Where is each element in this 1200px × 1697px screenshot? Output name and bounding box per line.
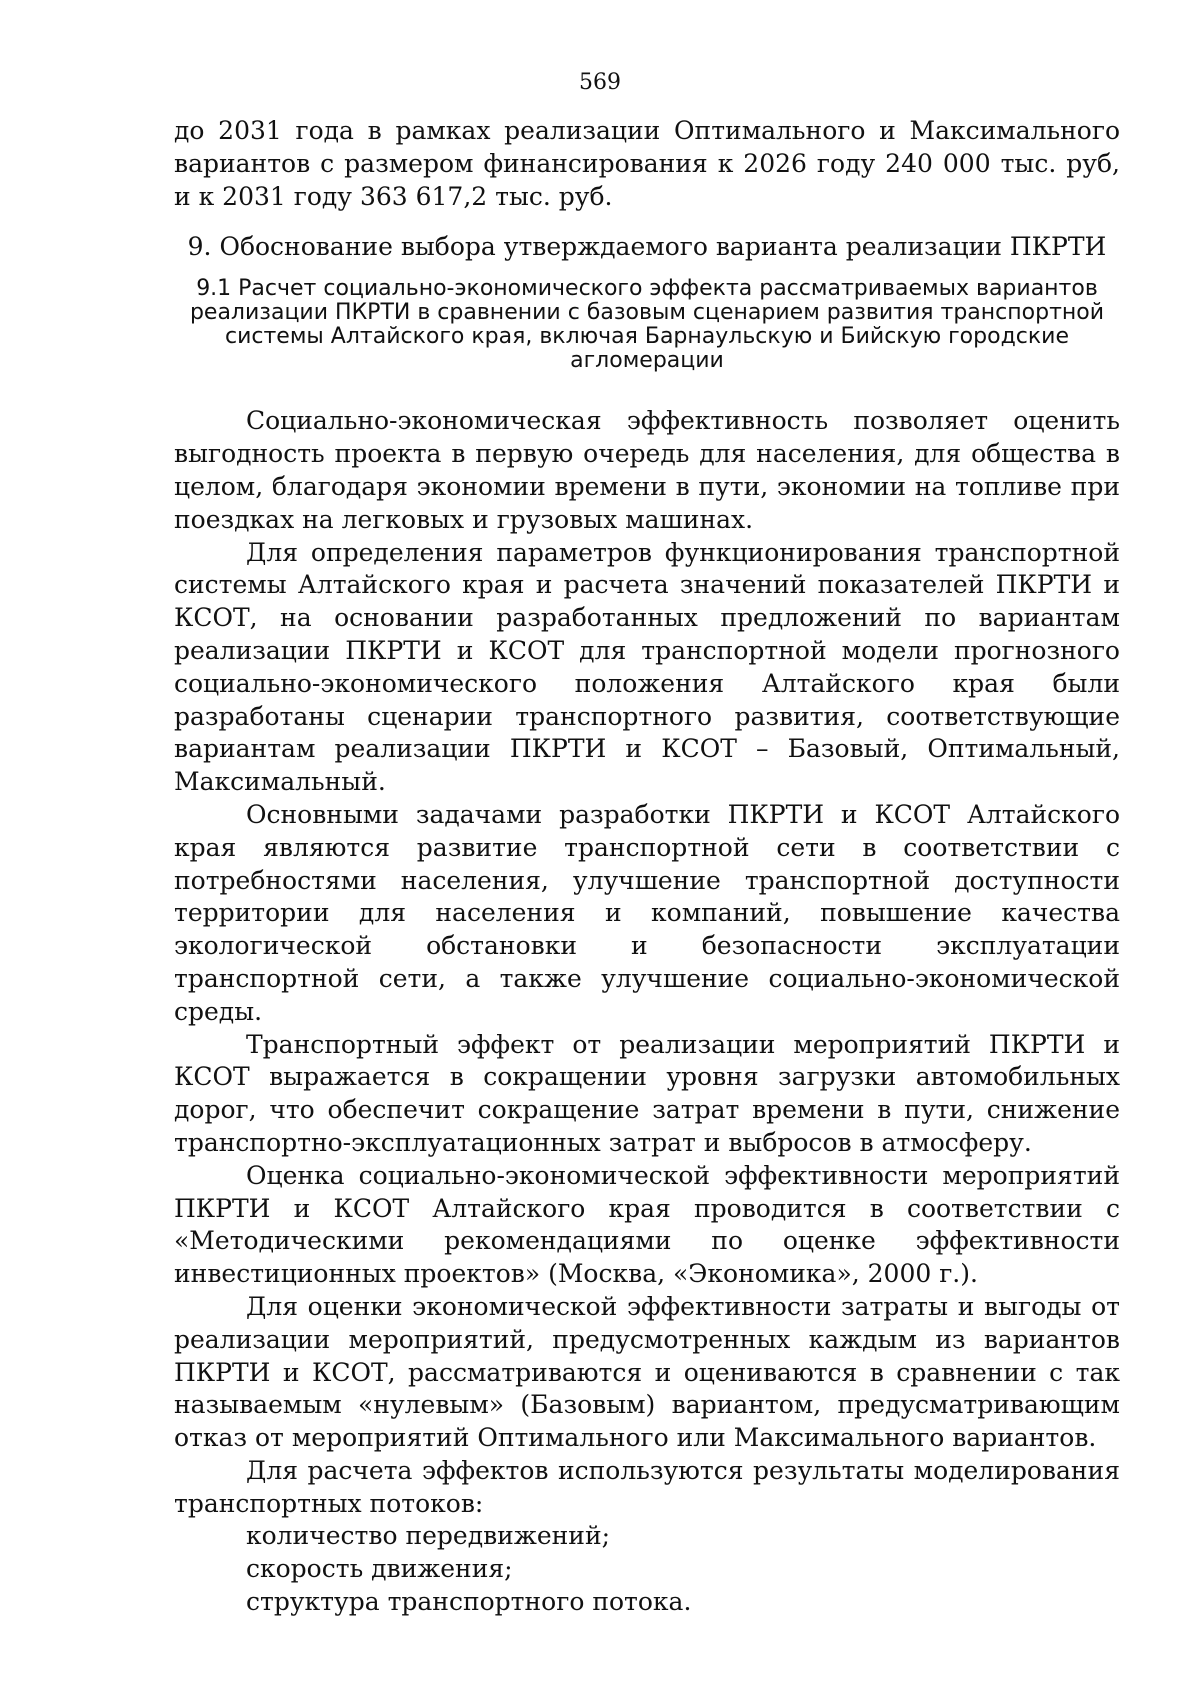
page-number: 569: [579, 70, 621, 95]
modeling-results-list: [174, 1520, 1120, 1618]
paragraph-scenario-development: Для определения параметров функционирования транспортной системы Алтайского края и расчета значений показателей ПКРТИ и КСОТ, на основании разработанных предложений по вариантам реализации ПКРТИ и КСОТ для транспортной модели прогнозного социально-экономического положения Алтайского края были разработаны сценарии транспортного развития, соответствующие вариантам реализации ПКРТИ и КСОТ – Базовый, Оптимальный, Максимальный.: [174, 537, 1120, 797]
document-body: [174, 115, 1120, 1619]
paragraph-efficiency-assessment: Оценка социально-экономической эффективности мероприятий ПКРТИ и КСОТ Алтайского края проводится в соответствии с «Методическими рекомендациями по оценке эффективности инвестиционных проектов» (Москва, «Экономика», 2000 г.).: [174, 1160, 1120, 1289]
paragraph-modeling-results: Для расчета эффектов используются результаты моделирования транспортных потоков:: [174, 1455, 1120, 1518]
continued-paragraph: до 2031 года в рамках реализации Оптимального и Максимального вариантов с размером финансирования к 2026 году 240 000 тыс. руб, и к 2031 году 363 617,2 тыс. руб.: [174, 116, 1120, 211]
paragraph-social-economic-efficiency: Социально-экономическая эффективность позволяет оценить выгодность проекта в первую очередь для населения, для общества в целом, благодаря экономии времени в пути, экономии на топливе при поездках на легковых и грузовых машинах.: [174, 406, 1120, 534]
list-item: количество передвижений;: [246, 1521, 611, 1551]
paragraph-economic-efficiency: Для оценки экономической эффективности затраты и выгоды от реализации мероприятий, предусмотренных каждым из вариантов ПКРТИ и КСОТ, рассматриваются и оцениваются в сравнении с так называемым «нулевым» (Базовым) вариантом, предусматривающим отказ от мероприятий Оптимального или Максимального вариантов.: [174, 1291, 1120, 1453]
subsection-heading: 9.1 Расчет социально-экономического эффекта рассматриваемых вариантов реализации ПКРТИ в сравнении с базовым сценарием развития транспортной системы Алтайского края, включая Барнаульскую и Бийскую городские агломерации: [189, 276, 1105, 374]
section-heading: 9. Обоснование выбора утверждаемого варианта реализации ПКРТИ: [187, 232, 1107, 262]
list-item: структура транспортного потока.: [246, 1587, 692, 1617]
paragraph-main-tasks: Основными задачами разработки ПКРТИ и КСОТ Алтайского края являются развитие транспортной сети в соответствии с потребностями населения, улучшение транспортной доступности территории для населения и компаний, повышение качества экологической обстановки и безопасности эксплуатации транспортной сети, а также улучшение социально-экономической среды.: [174, 799, 1120, 1026]
list-item: скорость движения;: [246, 1554, 513, 1584]
paragraph-transport-effect: Транспортный эффект от реализации мероприятий ПКРТИ и КСОТ выражается в сокращении уровня загрузки автомобильных дорог, что обеспечит сокращение затрат времени в пути, снижение транспортно-эксплуатационных затрат и выбросов в атмосферу.: [174, 1029, 1120, 1157]
